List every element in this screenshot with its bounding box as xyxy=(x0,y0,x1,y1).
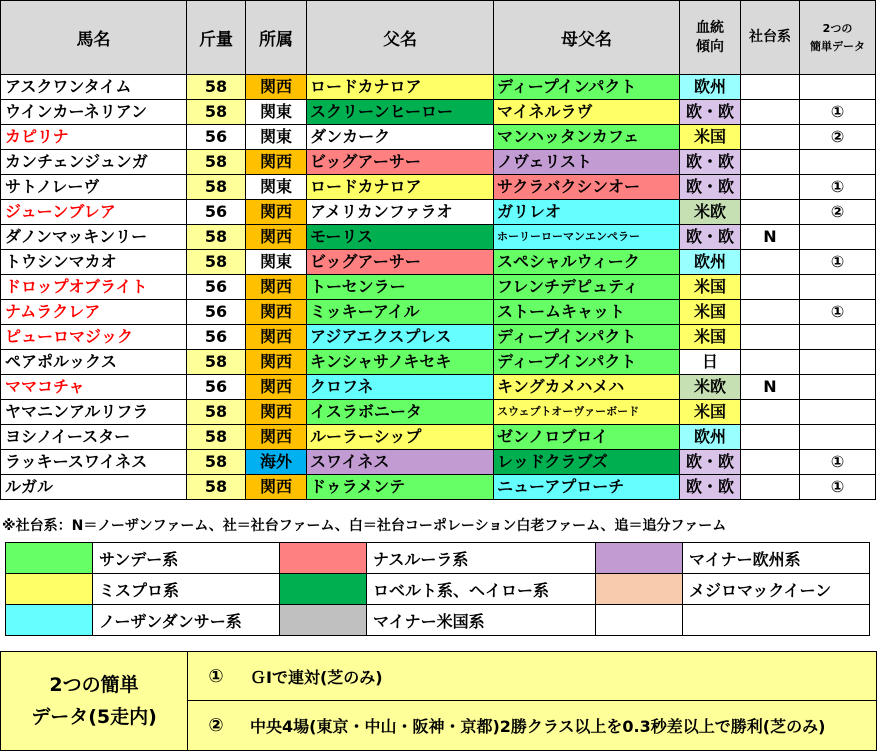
horse-name: ママコチャ xyxy=(1,375,187,400)
horse-affiliation: 関西 xyxy=(246,150,307,175)
legend-swatch xyxy=(6,605,93,636)
simple-data-mark xyxy=(800,150,876,175)
header-data2 xyxy=(800,1,876,75)
sire-name: トーセンラー xyxy=(307,275,494,300)
simple-data-mark: ① xyxy=(800,250,876,275)
horse-name: ルガル xyxy=(1,475,187,500)
horse-weight: 56 xyxy=(187,325,246,350)
sire-name: ビッグアーサー xyxy=(307,150,494,175)
shadai-mark xyxy=(741,475,800,500)
legend-row xyxy=(6,605,870,636)
table-header-row xyxy=(1,1,876,75)
summary-item-1-mark: ① xyxy=(208,665,224,687)
sire-name: ロードカナロア xyxy=(307,75,494,100)
table-row xyxy=(1,250,876,275)
bloodline-trend: 欧州 xyxy=(680,75,741,100)
sire-name: アメリカンファラオ xyxy=(307,200,494,225)
sire-name: キンシャサノキセキ xyxy=(307,350,494,375)
simple-data-mark xyxy=(800,375,876,400)
horse-weight: 58 xyxy=(187,450,246,475)
dam-sire-name: スウェプトオーヴァーボード xyxy=(494,400,680,425)
shadai-mark xyxy=(741,350,800,375)
sire-name: スワイネス xyxy=(307,450,494,475)
simple-data-mark xyxy=(800,325,876,350)
bloodline-trend: 米欧 xyxy=(680,375,741,400)
legend-swatch xyxy=(280,605,367,636)
summary-item-2 xyxy=(188,701,876,749)
sire-name: アジアエクスプレス xyxy=(307,325,494,350)
table-row xyxy=(1,75,876,100)
header-affiliation: 所属 xyxy=(246,1,307,75)
summary-title-line2: データ(5走内) xyxy=(31,706,157,728)
legend-row xyxy=(6,574,870,605)
horse-weight: 58 xyxy=(187,175,246,200)
legend-label: ノーザンダンサー系 xyxy=(93,605,280,636)
bloodline-trend: 米国 xyxy=(680,300,741,325)
horse-name: カンチェンジュンガ xyxy=(1,150,187,175)
shadai-mark xyxy=(741,75,800,100)
legend-label: メジロマックイーン xyxy=(683,574,870,605)
header-sire: 父名 xyxy=(307,1,494,75)
header-trend-line2: 傾向 xyxy=(696,38,724,55)
horse-affiliation: 関西 xyxy=(246,425,307,450)
horse-affiliation: 関西 xyxy=(246,300,307,325)
shadai-mark xyxy=(741,250,800,275)
header-shadai: 社台系 xyxy=(741,1,800,75)
dam-sire-name: ディープインパクト xyxy=(494,325,680,350)
legend-swatch xyxy=(6,543,93,574)
header-weight: 斤量 xyxy=(187,1,246,75)
horse-name: ダノンマッキンリー xyxy=(1,225,187,250)
summary-item-2-text: 中央4場(東京・中山・阪神・京都)2勝クラス以上を0.3秒差以上で勝利(芝のみ) xyxy=(250,716,826,736)
horse-weight: 56 xyxy=(187,375,246,400)
horse-weight: 58 xyxy=(187,225,246,250)
horse-affiliation: 関西 xyxy=(246,350,307,375)
horse-name: ドロップオブライト xyxy=(1,275,187,300)
simple-data-mark xyxy=(800,75,876,100)
shadai-mark xyxy=(741,275,800,300)
summary-item-1-text: ＧⅠで連対(芝のみ) xyxy=(250,667,383,687)
shadai-note: ※社台系：N＝ノーザンファーム、社＝社台ファーム、白＝社台コーポレーション白老ファーム、追＝追分ファーム xyxy=(2,518,727,534)
table-row xyxy=(1,125,876,150)
summary-item-2-mark: ② xyxy=(208,714,224,736)
horse-affiliation: 関西 xyxy=(246,200,307,225)
horse-affiliation: 関西 xyxy=(246,225,307,250)
horse-weight: 58 xyxy=(187,250,246,275)
simple-data-mark: ① xyxy=(800,300,876,325)
shadai-mark xyxy=(741,150,800,175)
legend-label: ナスルーラ系 xyxy=(367,543,596,574)
horse-affiliation: 関西 xyxy=(246,475,307,500)
shadai-mark xyxy=(741,100,800,125)
summary-title xyxy=(1,652,188,750)
dam-sire-name: ホーリーローマンエンペラー xyxy=(494,225,680,250)
legend-swatch xyxy=(6,574,93,605)
table-row xyxy=(1,100,876,125)
horse-weight: 58 xyxy=(187,475,246,500)
simple-data-mark xyxy=(800,225,876,250)
sire-name: イスラボニータ xyxy=(307,400,494,425)
legend-label xyxy=(683,605,870,636)
table-row xyxy=(1,425,876,450)
table-row xyxy=(1,300,876,325)
legend-label: ロベルト系、ヘイロー系 xyxy=(367,574,596,605)
bloodline-trend: 米国 xyxy=(680,125,741,150)
horse-rows xyxy=(1,75,876,500)
horse-weight: 58 xyxy=(187,350,246,375)
horse-name: サトノレーヴ xyxy=(1,175,187,200)
table-row xyxy=(1,275,876,300)
legend-swatch xyxy=(280,543,367,574)
bloodline-trend: 欧州 xyxy=(680,250,741,275)
dam-sire-name: スペシャルウィーク xyxy=(494,250,680,275)
legend-row xyxy=(6,543,870,574)
sire-name: ルーラーシップ xyxy=(307,425,494,450)
dam-sire-name: レッドクラブズ xyxy=(494,450,680,475)
simple-data-mark: ② xyxy=(800,125,876,150)
horse-name: ジューンブレア xyxy=(1,200,187,225)
bloodline-trend: 欧・欧 xyxy=(680,225,741,250)
sire-name: クロフネ xyxy=(307,375,494,400)
bloodline-trend: 欧・欧 xyxy=(680,100,741,125)
legend-swatch xyxy=(596,543,683,574)
legend-swatch xyxy=(280,574,367,605)
bloodline-trend: 日 xyxy=(680,350,741,375)
bloodline-trend: 欧・欧 xyxy=(680,175,741,200)
horse-weight: 58 xyxy=(187,75,246,100)
dam-sire-name: キングカメハメハ xyxy=(494,375,680,400)
shadai-mark xyxy=(741,175,800,200)
horse-name: ピューロマジック xyxy=(1,325,187,350)
table-row xyxy=(1,200,876,225)
table-row xyxy=(1,475,876,500)
horse-name: ペアポルックス xyxy=(1,350,187,375)
horse-weight: 56 xyxy=(187,275,246,300)
dam-sire-name: ガリレオ xyxy=(494,200,680,225)
shadai-mark: N xyxy=(741,375,800,400)
sire-name: ミッキーアイル xyxy=(307,300,494,325)
horse-name: ウインカーネリアン xyxy=(1,100,187,125)
horse-weight: 58 xyxy=(187,400,246,425)
sire-name: スクリーンヒーロー xyxy=(307,100,494,125)
legend-label: マイナー欧州系 xyxy=(683,543,870,574)
horse-affiliation: 関西 xyxy=(246,75,307,100)
bloodline-trend: 米欧 xyxy=(680,200,741,225)
bloodline-trend: 米国 xyxy=(680,275,741,300)
horse-name: アスクワンタイム xyxy=(1,75,187,100)
shadai-mark xyxy=(741,125,800,150)
bloodline-trend: 欧州 xyxy=(680,425,741,450)
dam-sire-name: フレンチデピュティ xyxy=(494,275,680,300)
horse-weight: 56 xyxy=(187,200,246,225)
horse-name: ラッキースワイネス xyxy=(1,450,187,475)
horse-name: トウシンマカオ xyxy=(1,250,187,275)
shadai-mark xyxy=(741,450,800,475)
sire-name: ビッグアーサー xyxy=(307,250,494,275)
horse-weight: 58 xyxy=(187,100,246,125)
dam-sire-name: ノヴェリスト xyxy=(494,150,680,175)
shadai-mark xyxy=(741,300,800,325)
dam-sire-name: サクラバクシンオー xyxy=(494,175,680,200)
horse-affiliation: 関西 xyxy=(246,325,307,350)
horse-name: カピリナ xyxy=(1,125,187,150)
legend-label: サンデー系 xyxy=(93,543,280,574)
dam-sire-name: ゼンノロブロイ xyxy=(494,425,680,450)
horse-affiliation: 関西 xyxy=(246,375,307,400)
horse-name: ヨシノイースター xyxy=(1,425,187,450)
header-data2-line1: 2つの xyxy=(822,21,853,35)
simple-data-mark: ② xyxy=(800,200,876,225)
horse-affiliation: 関西 xyxy=(246,400,307,425)
horse-affiliation: 関東 xyxy=(246,175,307,200)
horse-affiliation: 関東 xyxy=(246,100,307,125)
simple-data-mark xyxy=(800,350,876,375)
sire-name: ダンカーク xyxy=(307,125,494,150)
dam-sire-name: ニューアプローチ xyxy=(494,475,680,500)
shadai-mark xyxy=(741,425,800,450)
table-row xyxy=(1,175,876,200)
shadai-mark xyxy=(741,325,800,350)
dam-sire-name: ディープインパクト xyxy=(494,350,680,375)
bloodline-trend: 米国 xyxy=(680,325,741,350)
dam-sire-name: ディープインパクト xyxy=(494,75,680,100)
dam-sire-name: ストームキャット xyxy=(494,300,680,325)
table-row xyxy=(1,350,876,375)
horse-name: ナムラクレア xyxy=(1,300,187,325)
dam-sire-name: マイネルラヴ xyxy=(494,100,680,125)
shadai-mark: N xyxy=(741,225,800,250)
lineage-legend xyxy=(5,542,870,636)
legend-label: マイナー米国系 xyxy=(367,605,596,636)
sire-name: ロードカナロア xyxy=(307,175,494,200)
bloodline-trend: 米国 xyxy=(680,400,741,425)
shadai-mark xyxy=(741,400,800,425)
bloodline-trend: 欧・欧 xyxy=(680,475,741,500)
table-row xyxy=(1,450,876,475)
simple-data-mark xyxy=(800,400,876,425)
bloodline-trend: 欧・欧 xyxy=(680,150,741,175)
legend-swatch xyxy=(596,574,683,605)
simple-data-mark xyxy=(800,425,876,450)
horse-affiliation: 関西 xyxy=(246,275,307,300)
bloodline-trend: 欧・欧 xyxy=(680,450,741,475)
horse-weight: 58 xyxy=(187,425,246,450)
table-row xyxy=(1,400,876,425)
shadai-mark xyxy=(741,200,800,225)
table-row xyxy=(1,225,876,250)
sire-name: モーリス xyxy=(307,225,494,250)
summary-title-line1: 2つの簡単 xyxy=(49,673,139,696)
table-row xyxy=(1,375,876,400)
horse-weight: 56 xyxy=(187,125,246,150)
horse-name: ヤマニンアルリフラ xyxy=(1,400,187,425)
horse-affiliation: 関東 xyxy=(246,125,307,150)
simple-data-mark: ① xyxy=(800,475,876,500)
simple-data-mark: ① xyxy=(800,450,876,475)
summary-item-1 xyxy=(188,652,876,701)
summary-box xyxy=(0,651,877,751)
horse-weight: 56 xyxy=(187,300,246,325)
header-dam-sire: 母父名 xyxy=(494,1,680,75)
legend-label: ミスプロ系 xyxy=(93,574,280,605)
header-trend xyxy=(680,1,741,75)
sire-name: ドゥラメンテ xyxy=(307,475,494,500)
horse-affiliation: 関東 xyxy=(246,250,307,275)
horse-affiliation: 海外 xyxy=(246,450,307,475)
header-name: 馬名 xyxy=(1,1,187,75)
header-data2-line2: 簡単データ xyxy=(810,39,865,53)
header-trend-line1: 血統 xyxy=(696,19,724,36)
simple-data-mark xyxy=(800,275,876,300)
legend-swatch xyxy=(596,605,683,636)
table-row xyxy=(1,150,876,175)
table-row xyxy=(1,325,876,350)
dam-sire-name: マンハッタンカフェ xyxy=(494,125,680,150)
simple-data-mark: ① xyxy=(800,100,876,125)
simple-data-mark: ① xyxy=(800,175,876,200)
horse-weight: 58 xyxy=(187,150,246,175)
